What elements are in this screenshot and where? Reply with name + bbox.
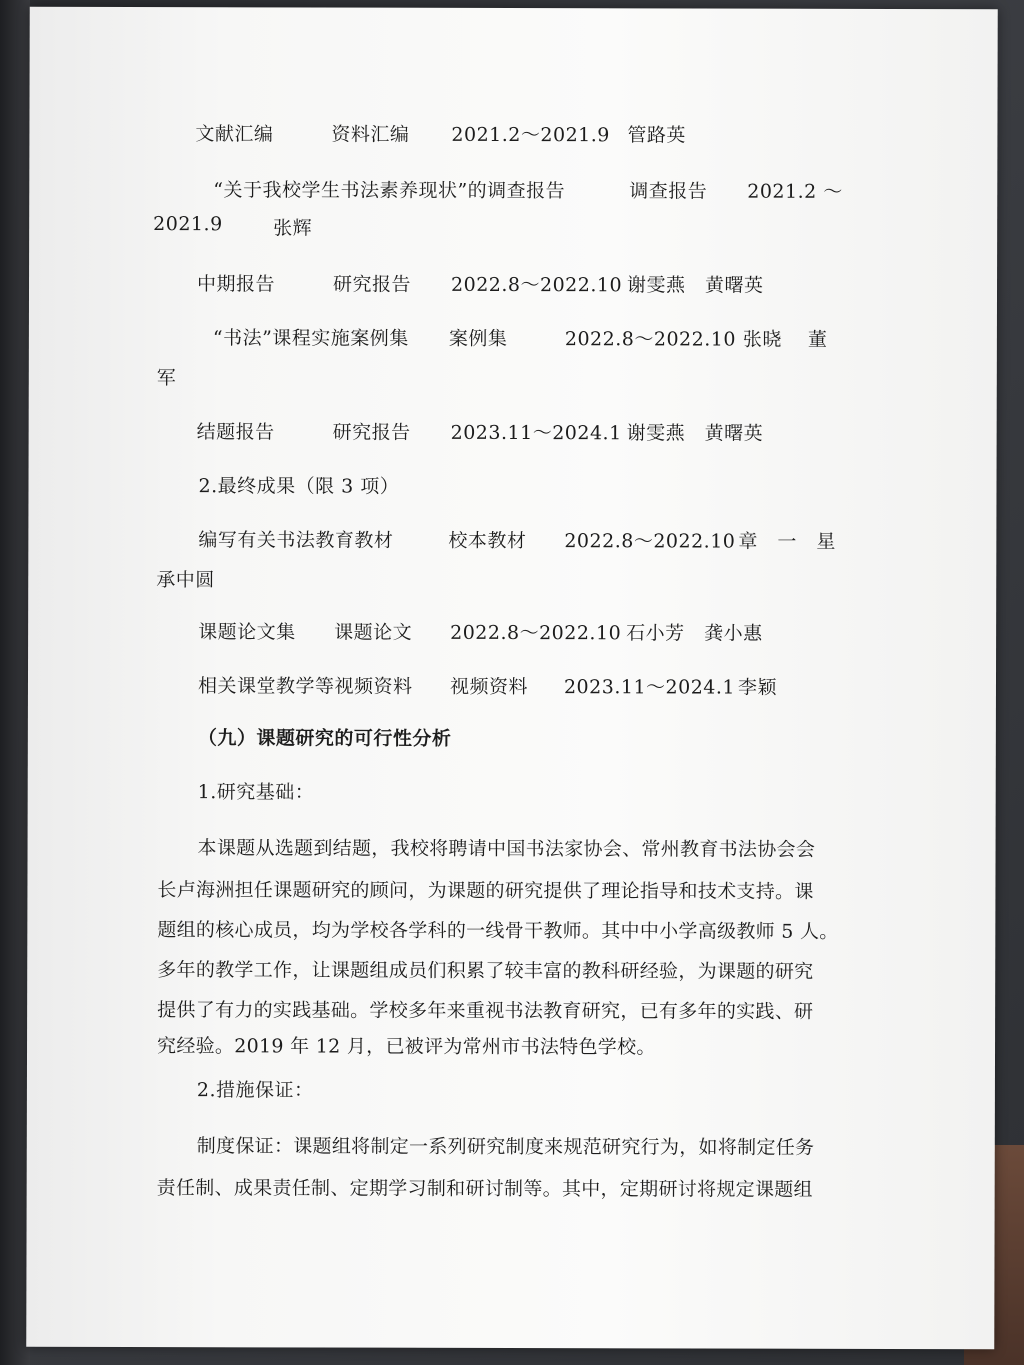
item-date: 2022.8～2022.10	[450, 621, 622, 645]
section-heading: （九）课题研究的可行性分析	[197, 727, 452, 750]
item-title: 中期报告	[197, 273, 276, 296]
item-title: 结题报告	[196, 421, 275, 444]
item-title: “关于我校学生书法素养现状”的调查报告	[213, 179, 566, 203]
paragraph-line: 本课题从选题到结题，我校将聘请中国书法家协会、常州教育书法协会会	[197, 837, 816, 861]
document-page	[26, 7, 998, 1350]
item-type: 研究报告	[333, 273, 412, 296]
item-owner: 张晓 董	[742, 328, 828, 351]
paragraph-line: 责任制、成果责任制、定期学习制和研讨制等。其中，定期研讨将规定课题组	[156, 1177, 813, 1201]
item-type: 校本教材	[448, 529, 527, 553]
item-date: 2023.11～2024.1	[450, 421, 622, 445]
item-owner: 李颖	[737, 676, 778, 699]
item-type: 调查报告	[629, 180, 708, 203]
paragraph-line: 提供了有力的实践基础。学校多年来重视书法教育研究，已有多年的实践、研	[157, 999, 814, 1023]
item-date-continued: 2021.9	[153, 213, 223, 236]
subsection-title: 2.措施保证：	[196, 1079, 314, 1102]
item-title: 相关课堂教学等视频资料	[197, 675, 413, 698]
item-title: 文献汇编	[195, 123, 274, 146]
paragraph-line: 题组的核心成员，均为学校各学科的一线骨干教师。其中中小学高级教师 5 人。	[157, 919, 839, 943]
paragraph-line: 长卢海洲担任课题研究的顾问，为课题的研究提供了理论指导和技术支持。课	[157, 879, 814, 903]
item-type: 资料汇编	[331, 123, 410, 146]
final-results-title: 2.最终成果（限 3 项）	[198, 475, 400, 498]
item-owner: 石小芳 龚小惠	[626, 622, 763, 645]
item-owner: 谢雯燕 黄曙英	[626, 422, 764, 445]
item-owner-continued: 承中圆	[156, 569, 215, 592]
item-date: 2021.2～2021.9	[451, 123, 610, 147]
item-owner: 张辉	[273, 217, 313, 240]
desk-background	[0, 0, 30, 1365]
item-type: 视频资料	[449, 675, 529, 699]
item-date: 2022.8～2022.10	[564, 328, 736, 351]
item-date: 2023.11～2024.1	[563, 676, 736, 699]
item-date: 2022.8～2022.10	[451, 273, 623, 297]
paragraph-line: 多年的教学工作，让课题组成员们积累了较丰富的教科研经验，为课题的研究	[157, 959, 814, 983]
item-date: 2021.2 ～	[747, 180, 843, 203]
item-owner: 谢雯燕 黄曙英	[626, 274, 764, 297]
item-owner: 章 一 星	[738, 530, 836, 553]
paragraph-line: 究经验。2019 年 12 月，已被评为常州市书法特色学校。	[157, 1035, 656, 1059]
item-type: 研究报告	[332, 421, 411, 444]
item-title: 课题论文集	[198, 621, 296, 644]
item-owner: 管路英	[627, 124, 686, 147]
item-date: 2022.8～2022.10	[564, 530, 736, 553]
item-owner-continued: 军	[156, 367, 177, 390]
item-title: 编写有关书法教育教材	[198, 529, 394, 552]
subsection-title: 1.研究基础：	[197, 781, 315, 804]
item-type: 案例集	[448, 327, 508, 350]
item-title: “书法”课程实施案例集	[212, 327, 409, 350]
paragraph-line: 制度保证：课题组将制定一系列研究制度来规范研究行为，如将制定任务	[196, 1135, 815, 1159]
item-type: 课题论文	[334, 621, 413, 644]
